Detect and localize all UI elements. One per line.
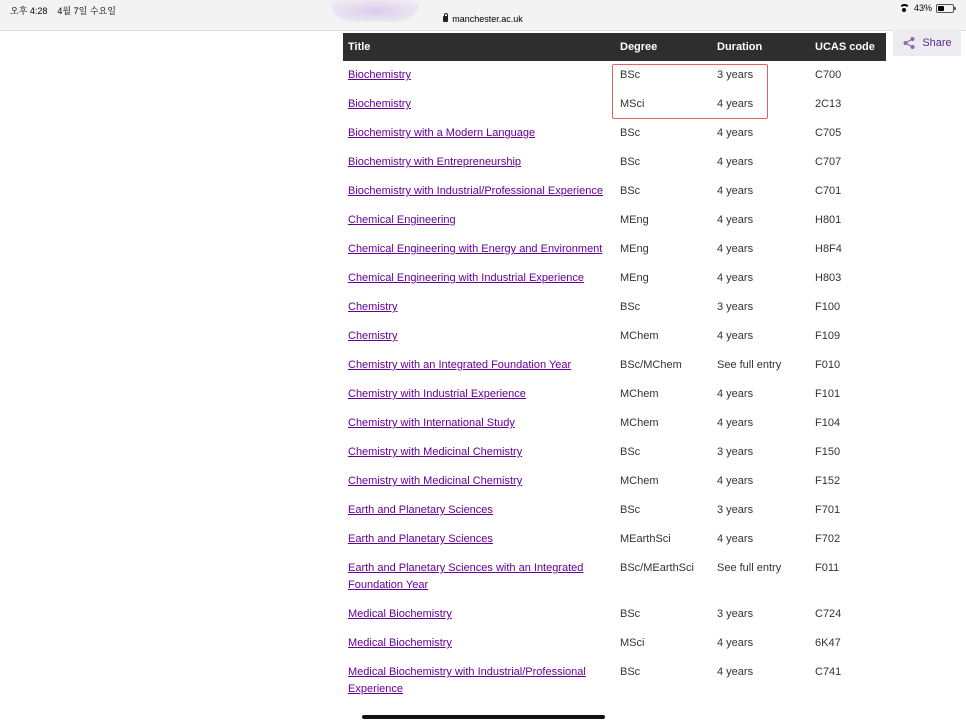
table-row — [343, 600, 886, 629]
ucas-code-cell: C707 — [815, 156, 842, 168]
duration-cell: 4 years — [717, 637, 754, 649]
title-cell — [343, 264, 615, 293]
degree-cell: BSc — [620, 127, 641, 139]
clock-time: 오후 4:28 — [10, 6, 48, 16]
ucas-code-cell: F010 — [815, 359, 841, 371]
table-row — [343, 380, 886, 409]
course-title-link[interactable]: Chemistry with Industrial Experience — [348, 388, 526, 400]
header-degree: Degree — [615, 33, 712, 61]
ucas-code-cell: C741 — [815, 666, 842, 678]
lock-icon — [443, 16, 448, 22]
ucas-code-cell: H8F4 — [815, 243, 842, 255]
status-indicators — [899, 3, 954, 13]
ucas-code-cell: H803 — [815, 272, 842, 284]
degree-cell: MChem — [620, 475, 659, 487]
table-row — [343, 554, 886, 600]
course-title-link[interactable]: Chemistry with an Integrated Foundation Year — [348, 359, 572, 371]
degree-cell: BSc — [620, 185, 641, 197]
ucas-code-cell: F104 — [815, 417, 841, 429]
ucas-code-cell: C701 — [815, 185, 842, 197]
degree-cell: BSc — [620, 69, 641, 81]
title-cell — [343, 658, 615, 704]
course-title-link[interactable]: Chemistry with International Study — [348, 417, 515, 429]
course-title-link[interactable]: Biochemistry with a Modern Language — [348, 127, 536, 139]
title-cell — [343, 525, 615, 554]
wifi-icon — [899, 4, 910, 12]
course-title-link[interactable]: Biochemistry — [348, 98, 411, 110]
course-title-link[interactable]: Chemical Engineering — [348, 214, 456, 226]
table-row — [343, 264, 886, 293]
ucas-code-cell: C705 — [815, 127, 842, 139]
course-title-link[interactable]: Biochemistry with Entrepreneurship — [348, 156, 522, 168]
course-title-link[interactable]: Earth and Planetary Sciences with an Integrated Foundation Year — [348, 562, 584, 591]
title-cell — [343, 351, 615, 380]
course-title-link[interactable]: Medical Biochemistry — [348, 637, 452, 649]
course-title-link[interactable]: Biochemistry — [348, 69, 411, 81]
course-title-link[interactable]: Chemistry — [348, 330, 398, 342]
title-cell — [343, 90, 615, 119]
table-row — [343, 177, 886, 206]
course-title-link[interactable]: Biochemistry with Industrial/Professional Experience — [348, 185, 603, 197]
ucas-code-cell: F701 — [815, 504, 841, 516]
degree-cell: MChem — [620, 330, 659, 342]
title-cell — [343, 148, 615, 177]
title-cell — [343, 293, 615, 322]
duration-cell: 4 years — [717, 533, 754, 545]
degree-cell: BSc — [620, 666, 641, 678]
degree-cell: MEng — [620, 214, 649, 226]
course-title-link[interactable]: Chemical Engineering with Energy and Environment — [348, 243, 603, 255]
table-row — [343, 293, 886, 322]
url-text: manchester.ac.uk — [452, 14, 523, 24]
table-row — [343, 206, 886, 235]
table-row — [343, 658, 886, 704]
ucas-code-cell: H801 — [815, 214, 842, 226]
title-cell — [343, 629, 615, 658]
title-cell — [343, 438, 615, 467]
ucas-code-cell: F011 — [815, 562, 840, 574]
duration-cell: 3 years — [717, 504, 754, 516]
degree-cell: BSc — [620, 608, 641, 620]
title-cell — [343, 119, 615, 148]
duration-cell: 3 years — [717, 446, 754, 458]
course-title-link[interactable]: Chemical Engineering with Industrial Experience — [348, 272, 585, 284]
table-row — [343, 119, 886, 148]
ucas-code-cell: F152 — [815, 475, 841, 487]
table-row — [343, 61, 886, 90]
duration-cell: 4 years — [717, 214, 754, 226]
degree-cell: BSc — [620, 156, 641, 168]
duration-cell: 4 years — [717, 666, 754, 678]
title-cell — [343, 235, 615, 264]
degree-cell: MSci — [620, 637, 645, 649]
title-cell — [343, 554, 615, 600]
duration-cell: 4 years — [717, 127, 754, 139]
share-label: Share — [922, 37, 952, 49]
table-row — [343, 409, 886, 438]
title-cell — [343, 467, 615, 496]
course-title-link[interactable]: Chemistry — [348, 301, 398, 313]
table-row — [343, 525, 886, 554]
table-row — [343, 90, 886, 119]
duration-cell: 4 years — [717, 156, 754, 168]
title-cell — [343, 61, 615, 90]
table-row — [343, 235, 886, 264]
duration-cell: 4 years — [717, 475, 754, 487]
table-header-row — [343, 33, 886, 61]
degree-cell: MEarthSci — [620, 533, 671, 545]
course-title-link[interactable]: Earth and Planetary Sciences — [348, 533, 493, 545]
duration-cell: 3 years — [717, 301, 754, 313]
clock-date: 4월 7일 수요일 — [57, 6, 116, 16]
ucas-code-cell: F109 — [815, 330, 841, 342]
degree-cell: MEng — [620, 272, 649, 284]
degree-cell: BSc/MChem — [620, 359, 682, 371]
degree-cell: BSc — [620, 301, 641, 313]
ucas-code-cell: C700 — [815, 69, 842, 81]
duration-cell: 4 years — [717, 185, 754, 197]
course-title-link[interactable]: Chemistry with Medicinal Chemistry — [348, 475, 523, 487]
degree-cell: BSc — [620, 446, 641, 458]
degree-cell: MSci — [620, 98, 645, 110]
ucas-code-cell: F150 — [815, 446, 841, 458]
course-title-link[interactable]: Chemistry with Medicinal Chemistry — [348, 446, 523, 458]
duration-cell: 4 years — [717, 243, 754, 255]
title-cell — [343, 322, 615, 351]
title-cell — [343, 496, 615, 525]
ucas-code-cell: 6K47 — [815, 637, 841, 649]
duration-cell: 4 years — [717, 330, 754, 342]
share-icon — [902, 36, 916, 50]
table-row — [343, 467, 886, 496]
duration-cell: 4 years — [717, 388, 754, 400]
duration-cell: See full entry — [717, 359, 782, 371]
degree-cell: BSc/MEarthSci — [620, 562, 694, 574]
duration-cell: 3 years — [717, 608, 754, 620]
ucas-code-cell: F101 — [815, 388, 841, 400]
ucas-code-cell: F100 — [815, 301, 841, 313]
ucas-code-cell: C724 — [815, 608, 842, 620]
table-row — [343, 322, 886, 351]
duration-cell: 4 years — [717, 98, 754, 110]
home-indicator[interactable] — [362, 715, 605, 719]
table-body — [343, 61, 886, 704]
ucas-code-cell: F702 — [815, 533, 841, 545]
header-duration: Duration — [712, 33, 810, 61]
table-row — [343, 496, 886, 525]
ucas-code-cell: 2C13 — [815, 98, 842, 110]
title-cell — [343, 380, 615, 409]
duration-cell: 3 years — [717, 69, 754, 81]
title-cell — [343, 206, 615, 235]
degree-cell: MEng — [620, 243, 649, 255]
course-title-link[interactable]: Earth and Planetary Sciences — [348, 504, 493, 516]
header-ucas-code: UCAS code — [810, 33, 886, 61]
title-cell — [343, 600, 615, 629]
address-bar[interactable] — [0, 14, 966, 24]
battery-icon — [936, 4, 954, 13]
course-table — [343, 33, 886, 704]
battery-percent: 43% — [913, 3, 932, 13]
status-bar — [0, 0, 966, 31]
title-cell — [343, 409, 615, 438]
share-button[interactable] — [893, 30, 961, 56]
title-cell — [343, 177, 615, 206]
table-row — [343, 148, 886, 177]
course-title-link[interactable]: Medical Biochemistry with Industrial/Professional Experience — [348, 666, 586, 695]
degree-cell: BSc — [620, 504, 641, 516]
duration-cell: 4 years — [717, 272, 754, 284]
duration-cell: See full entry — [717, 562, 782, 574]
table-row — [343, 438, 886, 467]
table-row — [343, 629, 886, 658]
duration-cell: 4 years — [717, 417, 754, 429]
degree-cell: MChem — [620, 388, 659, 400]
table-row — [343, 351, 886, 380]
degree-cell: MChem — [620, 417, 659, 429]
course-title-link[interactable]: Medical Biochemistry — [348, 608, 452, 620]
header-title: Title — [343, 33, 615, 61]
